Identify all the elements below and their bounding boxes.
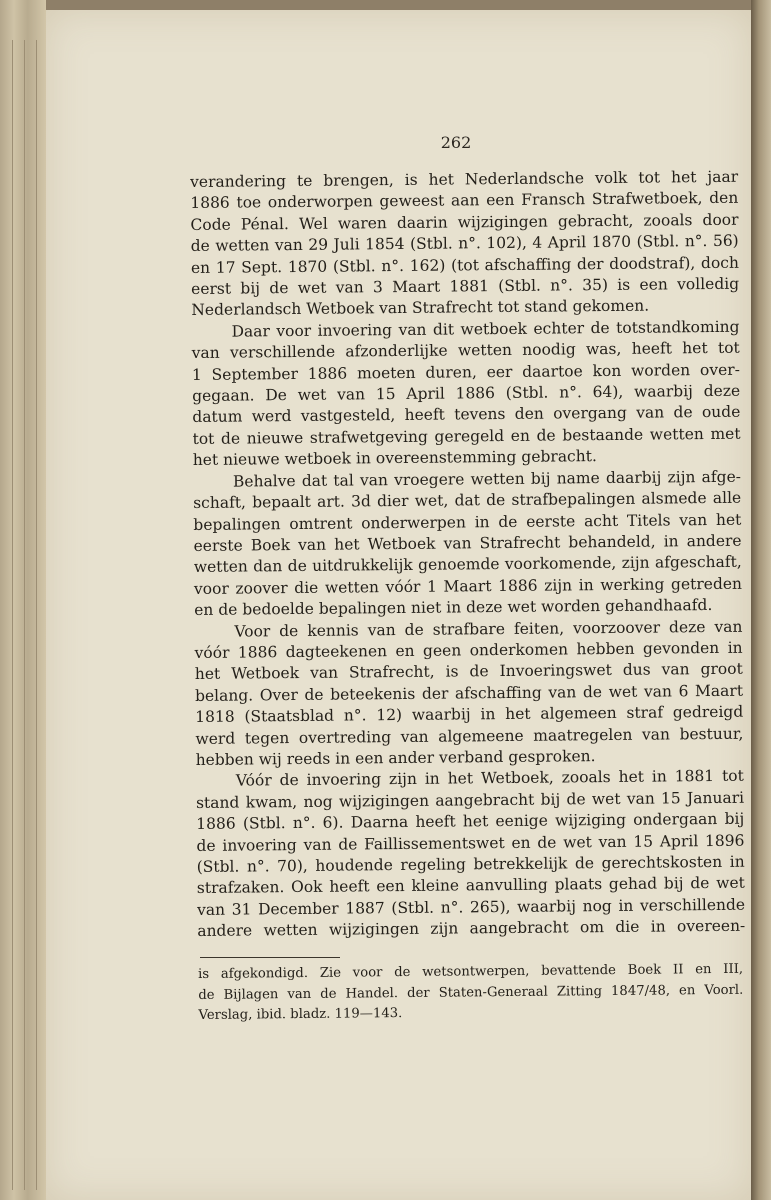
text-line: bepalingen omtrent onderwerpen in de eerste acht Titels van het	[193, 510, 742, 534]
text-line: Behalve dat tal van vroegere wetten bij name daarbij zijn afge-	[232, 467, 742, 491]
text-line: de invoering van de Faillissementswet en de wet van 15 April 1896	[196, 831, 745, 855]
book-spine	[0, 0, 46, 1200]
page-edge	[751, 0, 771, 1200]
text-line: hebben wij reeds in een ander verband gesproken.	[195, 747, 596, 769]
text-line: stand kwam, nog wijzigingen aangebracht bij de wet van 15 Januari	[195, 788, 745, 812]
footnote	[198, 960, 744, 1027]
text-line: van verschillende afzonderlijke wetten noodig was, heeft het tot	[191, 338, 740, 363]
text-line: het Wetboek van Strafrecht, is de Invoeringswet dus van groot	[194, 660, 743, 684]
text-line: tot de nieuwe strafwetgeving geregeld en de bestaande wetten met	[192, 424, 741, 448]
text-line: Daar voor invoering van dit wetboek echter de totstandkoming	[231, 317, 740, 341]
text-line: verandering te brengen, is het Nederlandsche volk tot het jaar	[190, 167, 739, 191]
footnote-divider	[200, 957, 340, 958]
text-line: 1886 (Stbl. n°. 6). Daarna heeft het eenige wijziging ondergaan bij	[196, 809, 745, 834]
text-line: 1886 toe onderworpen geweest aan een Fransch Strafwetboek, den	[190, 189, 739, 213]
text-line: voor zoover die wetten vóór 1 Maart 1886 zijn in werking getreden	[193, 574, 743, 598]
footnote-line: de Bijlagen van de Handel. der Staten-Generaal Zitting 1847/48, en Voorl.	[198, 982, 744, 1003]
text-line: andere wetten wijzigingen zijn aangebracht om die in overeen-	[197, 916, 746, 941]
text-line: van 31 December 1887 (Stbl. n°. 265), waarbij nog in verschillende	[196, 895, 746, 919]
spine-line	[12, 40, 13, 1190]
text-line: werd tegen overtreding van algemeene maatregelen van bestuur,	[195, 724, 744, 748]
text-line: vóór 1886 dagteekenen en geen onderkomen hebben gevonden in	[194, 638, 743, 662]
text-line: de wetten van 29 Juli 1854 (Stbl. n°. 102), 4 April 1870 (Stbl. n°. 56)	[190, 231, 739, 256]
text-line: 1 September 1886 moeten duren, eer daartoe kon worden over-	[191, 360, 741, 384]
text-line: Nederlandsch Wetboek van Strafrecht tot stand gekomen.	[191, 297, 650, 320]
body-text	[190, 167, 745, 943]
text-line: eerst bij de wet van 3 Maart 1881 (Stbl. n°. 35) is een volledig	[191, 274, 740, 299]
spine-line	[24, 40, 25, 1190]
text-line: datum werd vastgesteld, heeft tevens den overgang van de oude	[192, 403, 741, 427]
text-line: gegaan. De wet van 15 April 1886 (Stbl. n°. 64), waarbij deze	[192, 381, 741, 406]
footnote-line: is afgekondigd. Zie voor de wetsontwerpen, bevattende Boek II en III,	[198, 961, 744, 982]
text-line: (Stbl. n°. 70), houdende regeling betrekkelijk de gerechtskosten in	[196, 852, 745, 876]
text-line: belang. Over de beteekenis der afschaffing van de wet van 6 Maart	[194, 681, 744, 705]
text-line: eerste Boek van het Wetboek van Strafrecht behandeld, in andere	[193, 531, 742, 555]
text-line: 1818 (Staatsblad n°. 12) waarbij in het algemeen straf gedreigd	[195, 702, 744, 727]
spine-line	[36, 40, 37, 1190]
text-line: Vóór de invoering zijn in het Wetboek, zooals het in 1881 tot	[235, 767, 744, 790]
text-line: het nieuwe wetboek in overeenstemming gebracht.	[192, 447, 597, 470]
text-line: schaft, bepaalt art. 3d dier wet, dat de strafbepalingen alsmede alle	[193, 488, 742, 513]
text-line: wetten dan de uitdrukkelijk genoemde voorkomende, zijn afgeschaft,	[193, 553, 742, 577]
footnote-line: Verslag, ibid. bladz. 119—143.	[198, 1006, 403, 1023]
text-line: en 17 Sept. 1870 (Stbl. n°. 162) (tot afschaffing der doodstraf), doch	[190, 253, 739, 277]
text-line: Voor de kennis van de strafbare feiten, voorzoover deze van	[234, 617, 743, 641]
text-line: en de bedoelde bepalingen niet in deze wet worden gehandhaafd.	[194, 596, 713, 620]
text-line: Code Pénal. Wel waren daarin wijzigingen gebracht, zooals door	[190, 210, 739, 234]
page-number: 262	[440, 133, 472, 152]
text-line: strafzaken. Ook heeft een kleine aanvulling plaats gehad bij de wet	[196, 874, 745, 898]
